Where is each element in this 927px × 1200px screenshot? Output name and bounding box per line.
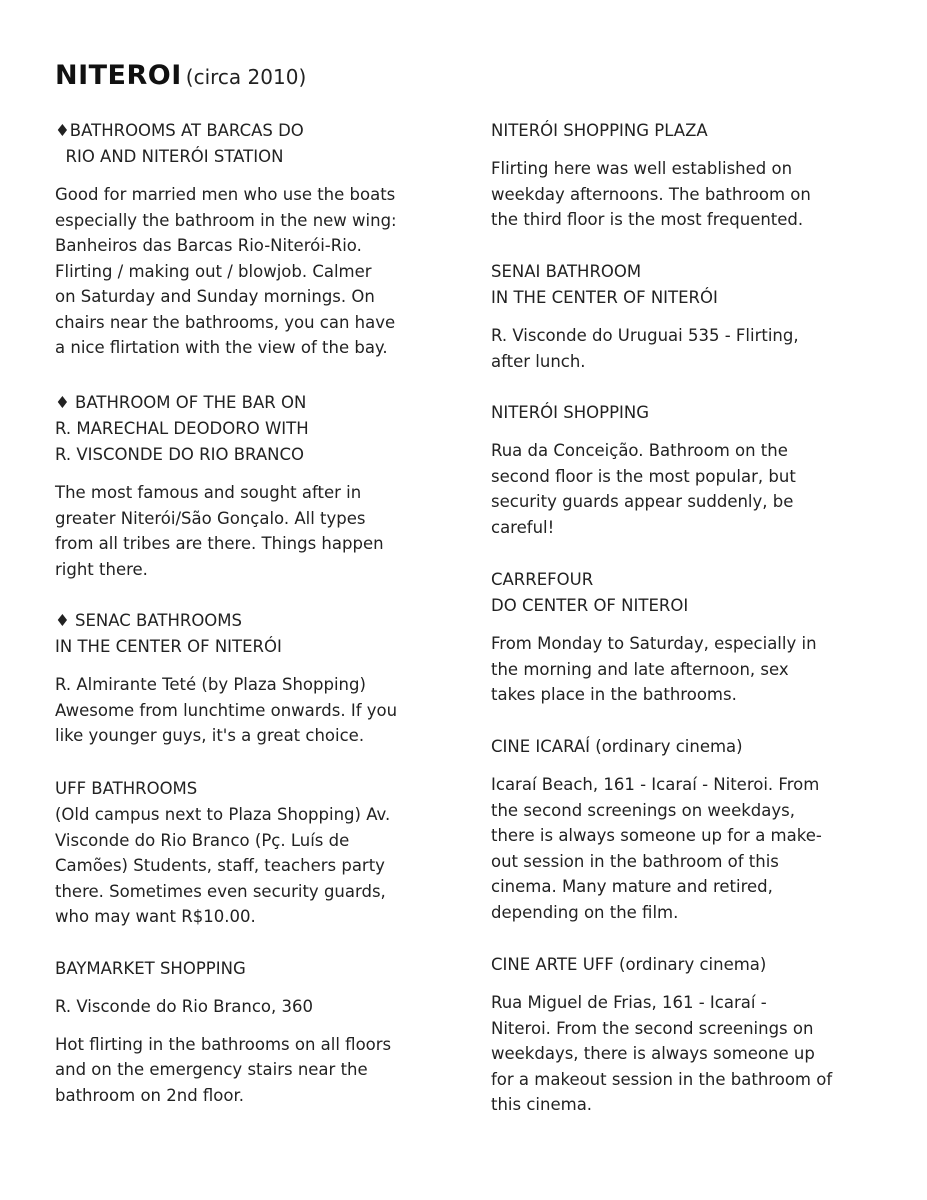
paragraph-line: on Saturday and Sunday mornings. On xyxy=(55,287,375,306)
paragraph-line: bathroom on 2nd floor. xyxy=(55,1085,245,1105)
heading-line: UFF BATHROOMS xyxy=(55,779,198,798)
right-entry-2 xyxy=(491,400,796,540)
entry-heading xyxy=(55,118,397,170)
paragraph-line: The most famous and sought after in xyxy=(55,483,362,502)
entry-heading xyxy=(491,952,832,978)
title-subtitle: (circa 2010) xyxy=(185,65,307,89)
paragraph-line: weekday afternoons. The bathroom on xyxy=(491,184,811,204)
left-entry-1 xyxy=(55,390,384,582)
paragraph-line: depending on the film. xyxy=(491,902,679,922)
entry-paragraph xyxy=(491,323,799,374)
heading-line: IN THE CENTER OF NITERÓI xyxy=(55,637,282,656)
entry-heading xyxy=(55,956,391,982)
paragraph-line: who may want R$10.00. xyxy=(55,907,256,926)
heading-line: ♦ BATHROOM OF THE BAR ON xyxy=(55,393,307,412)
heading-line: NITERÓI SHOPPING xyxy=(491,403,650,422)
paragraph-line: the morning and late afternoon, sex xyxy=(491,659,789,679)
paragraph-line: Rua da Conceição. Bathroom on the xyxy=(491,441,788,460)
entry-heading xyxy=(55,776,390,802)
paragraph-line: this cinema. xyxy=(491,1095,593,1114)
entry-paragraph xyxy=(491,156,811,233)
heading-line: NITERÓI SHOPPING PLAZA xyxy=(491,121,708,140)
heading-line: ♦BATHROOMS AT BARCAS DO xyxy=(55,121,304,140)
right-entry-3 xyxy=(491,567,817,708)
entry-paragraph xyxy=(491,438,796,540)
paragraph-line: like younger guys, it's a great choice. xyxy=(55,726,365,745)
entry-heading xyxy=(491,567,817,619)
paragraph-line: From Monday to Saturday, especially in xyxy=(491,634,817,653)
page-title xyxy=(55,60,306,91)
paragraph-line: takes place in the bathrooms. xyxy=(491,685,737,704)
paragraph-line: R. Visconde do Uruguai 535 - Flirting, xyxy=(491,326,799,345)
entry-paragraph xyxy=(55,672,397,749)
paragraph-line: Flirting here was well established on xyxy=(491,159,793,178)
entry-paragraph xyxy=(491,631,817,708)
paragraph-line: weekdays, there is always someone up xyxy=(491,1044,815,1063)
paragraph-line: the second screenings on weekdays, xyxy=(491,800,795,820)
paragraph-line: chairs near the bathrooms, you can have xyxy=(55,312,396,332)
entry-heading xyxy=(491,259,799,311)
entry-heading xyxy=(491,734,822,760)
paragraph-line: Flirting / making out / blowjob. Calmer xyxy=(55,261,372,281)
entry-paragraph xyxy=(55,802,390,930)
paragraph-line: from all tribes are there. Things happen xyxy=(55,534,384,553)
left-entry-0 xyxy=(55,118,397,361)
right-entry-5 xyxy=(491,952,832,1118)
paragraph-line: for a makeout session in the bathroom of xyxy=(491,1069,833,1089)
paragraph-line: Camões) Students, staff, teachers party xyxy=(55,856,385,875)
paragraph-line: right there. xyxy=(55,559,148,579)
paragraph-line: R. Almirante Teté (by Plaza Shopping) xyxy=(55,675,366,694)
paragraph-line: (Old campus next to Plaza Shopping) Av. xyxy=(55,805,391,824)
entry-paragraph xyxy=(55,480,384,582)
heading-line: DO CENTER OF NITEROI xyxy=(491,596,689,615)
right-entry-0 xyxy=(491,118,811,233)
heading-line: CARREFOUR xyxy=(491,570,594,589)
entry-paragraph xyxy=(491,990,832,1118)
paragraph-line: and on the emergency stairs near the xyxy=(55,1060,368,1079)
heading-line: RIO AND NITERÓI STATION xyxy=(55,147,284,166)
paragraph-line: greater Niterói/São Gonçalo. All types xyxy=(55,508,366,528)
right-entry-4 xyxy=(491,734,822,925)
heading-line: SENAI BATHROOM xyxy=(491,262,642,281)
paragraph-line: after lunch. xyxy=(491,351,586,371)
title-main: NITEROI xyxy=(55,60,182,91)
heading-line: IN THE CENTER OF NITERÓI xyxy=(491,288,718,307)
right-entry-1 xyxy=(491,259,799,374)
paragraph-line: R. Visconde do Rio Branco, 360 xyxy=(55,997,313,1016)
paragraph-line: cinema. Many mature and retired, xyxy=(491,877,773,896)
heading-line: CINE ICARAÍ (ordinary cinema) xyxy=(491,737,743,756)
left-column xyxy=(55,118,455,1178)
left-entry-2 xyxy=(55,608,397,749)
paragraph-line: second floor is the most popular, but xyxy=(491,466,796,486)
paragraph-line: Icaraí Beach, 161 - Icaraí - Niteroi. From xyxy=(491,775,820,794)
entry-heading xyxy=(491,400,796,426)
right-column xyxy=(491,118,891,1178)
paragraph-line: Banheiros das Barcas Rio-Niterói-Rio. xyxy=(55,236,362,255)
paragraph-line: careful! xyxy=(491,517,555,537)
paragraph-line: Hot flirting in the bathrooms on all floors xyxy=(55,1034,392,1054)
paragraph-line: out session in the bathroom of this xyxy=(491,851,779,871)
entry-paragraph xyxy=(491,772,822,925)
heading-line: R. VISCONDE DO RIO BRANCO xyxy=(55,445,304,464)
paragraph-line: Good for married men who use the boats xyxy=(55,185,396,204)
heading-line: BAYMARKET SHOPPING xyxy=(55,959,246,978)
heading-line: CINE ARTE UFF (ordinary cinema) xyxy=(491,955,767,974)
heading-line: R. MARECHAL DEODORO WITH xyxy=(55,419,309,438)
entry-paragraph xyxy=(55,1032,391,1109)
paragraph-line: the third floor is the most frequented. xyxy=(491,210,804,229)
paragraph-line: there is always someone up for a make- xyxy=(491,826,822,845)
entry-heading xyxy=(491,118,811,144)
paragraph-line: security guards appear suddenly, be xyxy=(491,492,794,511)
paragraph-line: there. Sometimes even security guards, xyxy=(55,881,386,901)
entry-paragraph xyxy=(55,182,397,361)
heading-line: ♦ SENAC BATHROOMS xyxy=(55,611,243,630)
left-entry-4 xyxy=(55,956,391,1108)
paragraph-line: a nice flirtation with the view of the bay. xyxy=(55,338,388,357)
paragraph-line: especially the bathroom in the new wing: xyxy=(55,210,397,230)
entry-heading xyxy=(55,390,384,468)
entry-paragraph xyxy=(55,994,391,1020)
paragraph-line: Awesome from lunchtime onwards. If you xyxy=(55,700,398,720)
paragraph-line: Rua Miguel de Frias, 161 - Icaraí - xyxy=(491,993,767,1012)
paragraph-line: Visconde do Rio Branco (Pç. Luís de xyxy=(55,830,350,850)
entry-heading xyxy=(55,608,397,660)
paragraph-line: Niteroi. From the second screenings on xyxy=(491,1018,814,1038)
left-entry-3 xyxy=(55,776,390,930)
